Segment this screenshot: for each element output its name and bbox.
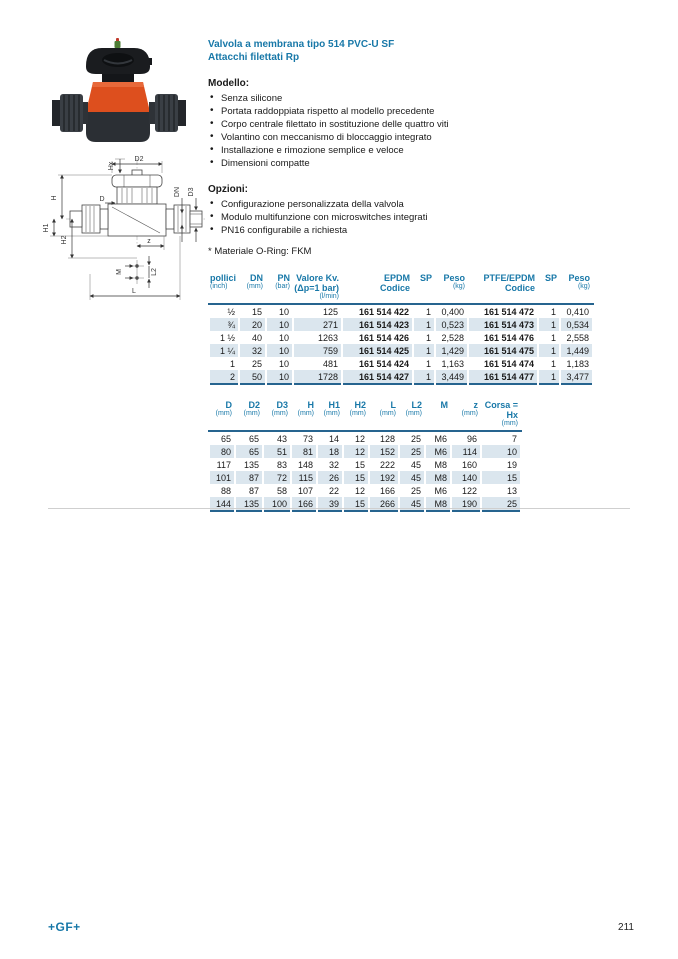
list-item: • Modulo multifunzione con microswitches integrati xyxy=(208,211,590,224)
table-cell: 26 xyxy=(317,471,343,484)
table-cell: 135 xyxy=(235,497,263,511)
options-heading: Opzioni: xyxy=(208,184,248,195)
table-cell: 144 xyxy=(209,497,235,511)
order-table-body xyxy=(209,304,593,384)
table-cell: 73 xyxy=(291,431,317,445)
table-cell: 3,477 xyxy=(560,370,593,384)
table-cell: 148 xyxy=(291,458,317,471)
table-cell: 25 xyxy=(481,497,521,511)
table-cell: 0,534 xyxy=(560,318,593,331)
table-cell: 1 xyxy=(538,304,560,318)
table-cell: 15 xyxy=(343,458,369,471)
table-cell: 125 xyxy=(293,304,342,318)
column-header: H2 (mm) xyxy=(343,400,369,431)
table-cell: 1728 xyxy=(293,370,342,384)
table-cell: 192 xyxy=(369,471,399,484)
table-cell: 1 xyxy=(413,357,435,370)
table-cell: 39 xyxy=(317,497,343,511)
table-row xyxy=(209,484,521,497)
table-cell: 1 ½ xyxy=(209,331,239,344)
table-cell: 128 xyxy=(369,431,399,445)
table-cell: 117 xyxy=(209,458,235,471)
order-code-table xyxy=(208,273,594,385)
table-cell: 122 xyxy=(451,484,481,497)
table-cell: 96 xyxy=(451,431,481,445)
table-cell: 190 xyxy=(451,497,481,511)
column-header: pollici (inch) xyxy=(209,273,239,304)
table-cell: 161 514 424 xyxy=(342,357,413,370)
product-photo xyxy=(52,36,186,152)
table-cell: 51 xyxy=(263,445,291,458)
dim-label-l2: L2 xyxy=(151,268,158,276)
table-row xyxy=(209,318,593,331)
table-cell: 1263 xyxy=(293,331,342,344)
table-cell: 1,449 xyxy=(560,344,593,357)
table-cell: 65 xyxy=(235,431,263,445)
column-header: Peso (kg) xyxy=(560,273,593,304)
table-cell: 10 xyxy=(266,318,293,331)
content-column xyxy=(208,38,590,512)
table-cell: 166 xyxy=(291,497,317,511)
valve-photo-illustration xyxy=(52,36,186,152)
table-cell: M8 xyxy=(425,458,451,471)
table-cell: 266 xyxy=(369,497,399,511)
column-header: DN (mm) xyxy=(239,273,266,304)
table-cell: 14 xyxy=(317,431,343,445)
table-cell: 15 xyxy=(343,471,369,484)
table-cell: 1 xyxy=(538,318,560,331)
footer-divider xyxy=(48,508,630,509)
dim-label-l: L xyxy=(132,288,136,295)
table-cell: 50 xyxy=(239,370,266,384)
order-table-header-row xyxy=(209,273,593,304)
table-cell: 45 xyxy=(399,471,425,484)
table-cell: 140 xyxy=(451,471,481,484)
table-cell: 1 xyxy=(413,331,435,344)
table-row xyxy=(209,471,521,484)
column-header: SP xyxy=(413,273,435,304)
table-cell: 1 xyxy=(413,344,435,357)
page-number: 211 xyxy=(618,922,634,933)
table-cell: 40 xyxy=(239,331,266,344)
dim-label-hx: Hx xyxy=(108,161,115,171)
column-header: Corsa = Hx (mm) xyxy=(481,400,521,431)
dim-label-h2: H2 xyxy=(61,235,68,245)
column-header: z (mm) xyxy=(451,400,481,431)
table-cell: 2,558 xyxy=(560,331,593,344)
column-header: EPDM Codice xyxy=(342,273,413,304)
dimensions-table-header-row xyxy=(209,400,521,431)
table-cell: 161 514 425 xyxy=(342,344,413,357)
table-cell: 166 xyxy=(369,484,399,497)
table-cell: 0,523 xyxy=(435,318,468,331)
table-cell: 1 xyxy=(538,357,560,370)
table-row xyxy=(209,304,593,318)
table-cell: 3,449 xyxy=(435,370,468,384)
table-cell: 161 514 427 xyxy=(342,370,413,384)
table-cell: 15 xyxy=(343,497,369,511)
oring-footnote: * Materiale O-Ring: FKM xyxy=(208,246,312,257)
model-list xyxy=(208,92,590,170)
table-cell: 1 ¼ xyxy=(209,344,239,357)
table-cell: 161 514 426 xyxy=(342,331,413,344)
table-cell: 80 xyxy=(209,445,235,458)
bonnet-highlight xyxy=(92,82,144,87)
table-cell: M6 xyxy=(425,431,451,445)
table-cell: 65 xyxy=(235,445,263,458)
table-cell: 1 xyxy=(413,370,435,384)
table-row xyxy=(209,431,521,445)
dim-label-z: z xyxy=(147,238,151,245)
table-cell: 1 xyxy=(413,304,435,318)
dim-label-d: D xyxy=(99,196,105,203)
table-cell: 25 xyxy=(399,484,425,497)
column-header: D (mm) xyxy=(209,400,235,431)
table-cell: 10 xyxy=(266,304,293,318)
table-cell: 161 514 422 xyxy=(342,304,413,318)
right-pipe-end xyxy=(178,100,186,126)
table-cell: 160 xyxy=(451,458,481,471)
handwheel-hub xyxy=(102,53,134,67)
model-heading: Modello: xyxy=(208,78,250,89)
table-cell: 15 xyxy=(239,304,266,318)
dim-label-h1: H1 xyxy=(43,223,50,233)
table-cell: ½ xyxy=(209,304,239,318)
dim-label-h: H xyxy=(51,195,58,201)
table-cell: ¾ xyxy=(209,318,239,331)
table-cell: 7 xyxy=(481,431,521,445)
column-header: D3 (mm) xyxy=(263,400,291,431)
table-cell: M6 xyxy=(425,445,451,458)
table-cell: 161 514 476 xyxy=(468,331,538,344)
table-cell: 83 xyxy=(263,458,291,471)
column-header: H1 (mm) xyxy=(317,400,343,431)
table-row xyxy=(209,370,593,384)
table-cell: 10 xyxy=(266,370,293,384)
table-cell: 1 xyxy=(538,331,560,344)
table-cell: 25 xyxy=(399,445,425,458)
table-cell: 65 xyxy=(209,431,235,445)
table-cell: 15 xyxy=(481,471,521,484)
column-header: H (mm) xyxy=(291,400,317,431)
list-item: • Senza silicone xyxy=(208,92,590,105)
table-cell: 12 xyxy=(343,484,369,497)
table-cell: 87 xyxy=(235,471,263,484)
page-subtitle: Attacchi filettati Rp xyxy=(208,52,300,63)
left-pipe-end xyxy=(52,100,60,126)
table-cell: 107 xyxy=(291,484,317,497)
table-row xyxy=(209,357,593,370)
table-cell: 1 xyxy=(413,318,435,331)
table-cell: 10 xyxy=(266,331,293,344)
table-cell: 19 xyxy=(481,458,521,471)
table-cell: 58 xyxy=(263,484,291,497)
table-row xyxy=(209,458,521,471)
column-header: PTFE/EPDM Codice xyxy=(468,273,538,304)
table-cell: 18 xyxy=(317,445,343,458)
page-title: Valvola a membrana tipo 514 PVC-U SF xyxy=(208,39,395,50)
dimensions-table xyxy=(208,400,522,512)
column-header: L2 (mm) xyxy=(399,400,425,431)
dim-label-dn: DN xyxy=(174,186,181,198)
table-cell: 2 xyxy=(209,370,239,384)
list-item: • Portata raddoppiata rispetto al modello precedente xyxy=(208,105,590,118)
table-cell: 114 xyxy=(451,445,481,458)
table-cell: 20 xyxy=(239,318,266,331)
table-cell: 25 xyxy=(399,431,425,445)
left-connector xyxy=(83,102,88,124)
table-cell: 161 514 473 xyxy=(468,318,538,331)
valve-body xyxy=(86,112,150,142)
dim-label-d2: D2 xyxy=(134,156,144,163)
column-header: PN (bar) xyxy=(266,273,293,304)
table-cell: 72 xyxy=(263,471,291,484)
table-cell: 1 xyxy=(538,370,560,384)
table-cell: 22 xyxy=(317,484,343,497)
list-item: • Configurazione personalizzata della valvola xyxy=(208,198,590,211)
table-cell: 13 xyxy=(481,484,521,497)
table-cell: 1 xyxy=(209,357,239,370)
list-item: • Installazione e rimozione semplice e veloce xyxy=(208,144,590,157)
table-cell: M6 xyxy=(425,484,451,497)
table-cell: 161 514 475 xyxy=(468,344,538,357)
list-item: • PN16 configurabile a richiesta xyxy=(208,224,590,237)
table-cell: 1 xyxy=(538,344,560,357)
table-cell: 101 xyxy=(209,471,235,484)
table-cell: M8 xyxy=(425,497,451,511)
table-cell: 161 514 423 xyxy=(342,318,413,331)
list-item: • Volantino con meccanismo di bloccaggio integrato xyxy=(208,131,590,144)
table-cell: 32 xyxy=(239,344,266,357)
table-cell: 222 xyxy=(369,458,399,471)
indicator-green-pin xyxy=(115,41,121,48)
table-row xyxy=(209,445,521,458)
column-header: L (mm) xyxy=(369,400,399,431)
table-cell: 161 514 477 xyxy=(468,370,538,384)
table-cell: 2,528 xyxy=(435,331,468,344)
dimensions-table-body xyxy=(209,431,521,511)
table-cell: 10 xyxy=(481,445,521,458)
table-cell: 32 xyxy=(317,458,343,471)
table-cell: 12 xyxy=(343,445,369,458)
right-connector xyxy=(149,102,155,124)
table-cell: 10 xyxy=(266,344,293,357)
valve-stem xyxy=(102,74,134,82)
table-cell: 135 xyxy=(235,458,263,471)
table-row xyxy=(209,344,593,357)
table-cell: 1,163 xyxy=(435,357,468,370)
column-header: Peso (kg) xyxy=(435,273,468,304)
table-cell: M8 xyxy=(425,471,451,484)
table-row xyxy=(209,331,593,344)
table-cell: 43 xyxy=(263,431,291,445)
table-cell: 12 xyxy=(343,431,369,445)
gf-logo: +GF+ xyxy=(48,920,81,934)
options-list xyxy=(208,198,590,237)
table-cell: 45 xyxy=(399,458,425,471)
table-cell: 759 xyxy=(293,344,342,357)
list-item: • Dimensioni compatte xyxy=(208,157,590,170)
valve-line-drawing xyxy=(42,146,207,318)
dim-label-m: M xyxy=(116,269,123,275)
table-cell: 45 xyxy=(399,497,425,511)
table-cell: 161 514 472 xyxy=(468,304,538,318)
list-item: • Corpo centrale filettato in sostituzione delle quattro viti xyxy=(208,118,590,131)
column-header: M xyxy=(425,400,451,431)
table-cell: 10 xyxy=(266,357,293,370)
table-cell: 25 xyxy=(239,357,266,370)
table-cell: 271 xyxy=(293,318,342,331)
table-cell: 100 xyxy=(263,497,291,511)
dimension-drawing xyxy=(42,146,207,318)
table-cell: 115 xyxy=(291,471,317,484)
table-cell: 88 xyxy=(209,484,235,497)
table-cell: 152 xyxy=(369,445,399,458)
table-cell: 1,183 xyxy=(560,357,593,370)
table-cell: 481 xyxy=(293,357,342,370)
table-cell: 0,400 xyxy=(435,304,468,318)
column-header: SP xyxy=(538,273,560,304)
dim-label-d3: D3 xyxy=(188,187,195,197)
table-cell: 87 xyxy=(235,484,263,497)
column-header: Valore Kv. (Δp=1 bar) (l/min) xyxy=(293,273,342,304)
table-cell: 1,429 xyxy=(435,344,468,357)
column-header: D2 (mm) xyxy=(235,400,263,431)
table-cell: 81 xyxy=(291,445,317,458)
table-cell: 0,410 xyxy=(560,304,593,318)
table-cell: 161 514 474 xyxy=(468,357,538,370)
